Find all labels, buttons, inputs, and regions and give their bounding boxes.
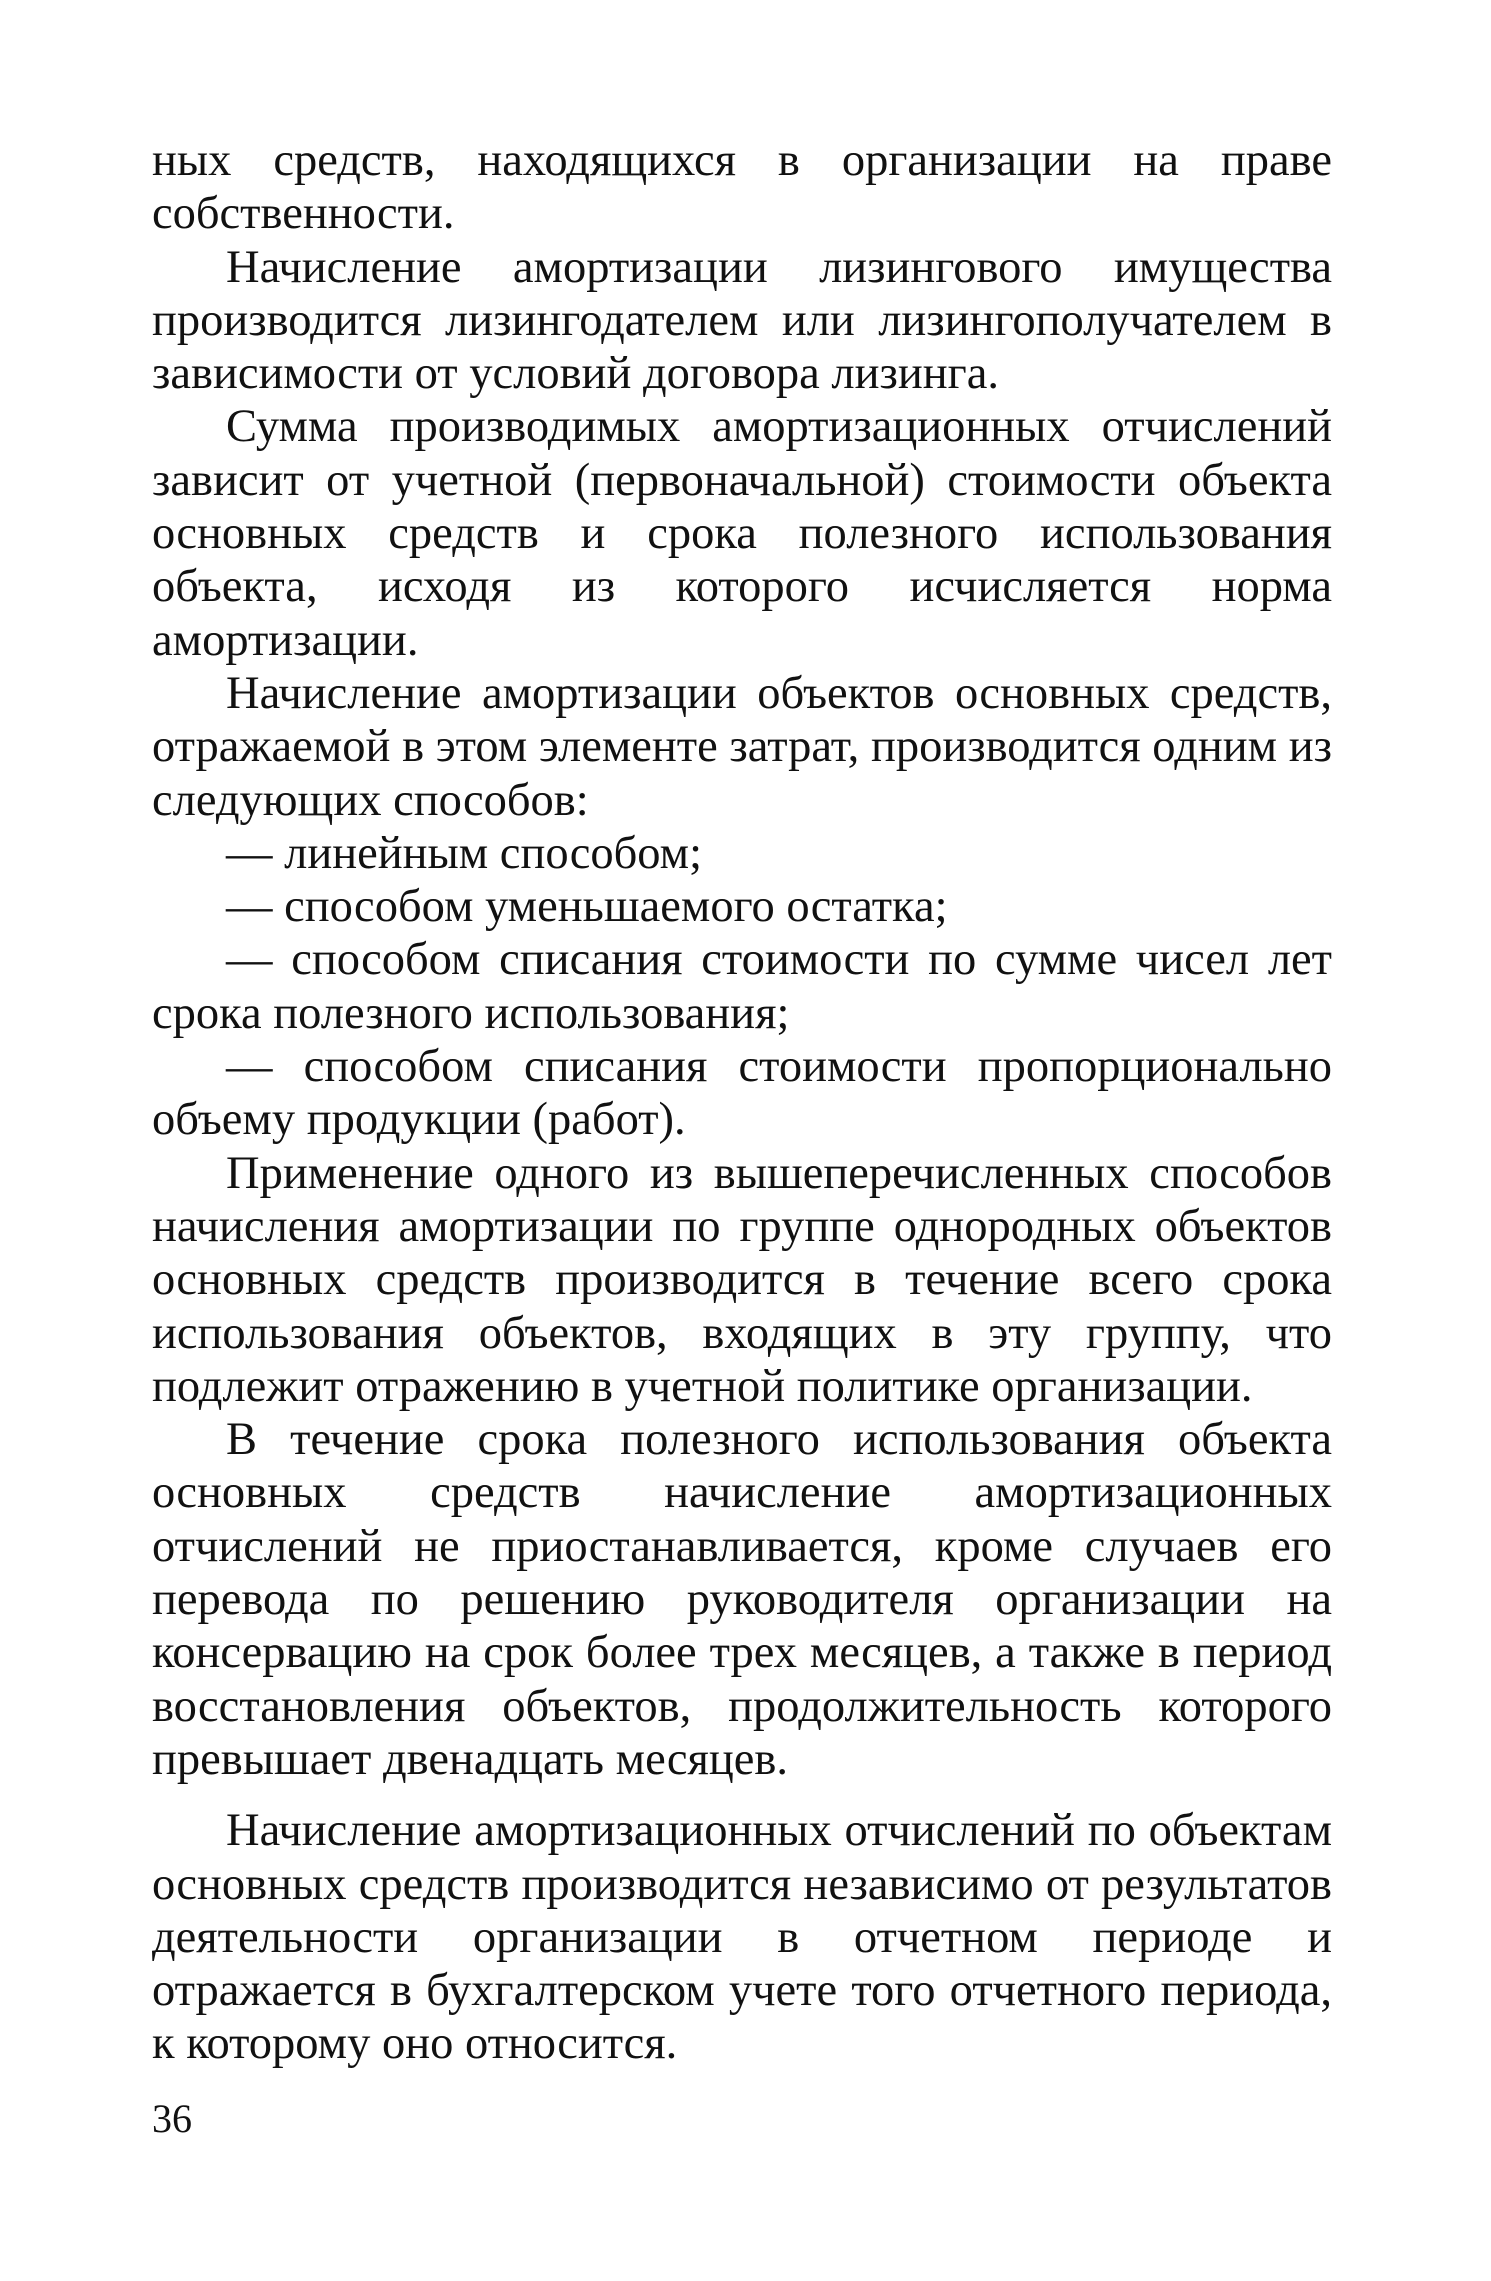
list-item-sum-of-years: — способом списания стоимости по сумме чисел лет срока полезного использования; bbox=[152, 934, 1332, 1039]
page-body bbox=[152, 134, 1332, 2071]
paragraph-continuation: ных средств, находящихся в организации на праве собственности. bbox=[152, 135, 1332, 240]
paragraph-depreciation-methods: Начисление амортизации объектов основных средств, отражаемой в этом элементе затрат, производится одним из следующих способов: bbox=[152, 667, 1332, 826]
paragraph-method-application: Применение одного из вышеперечисленных способов начисления амортизации по группе однородных объектов основных средств производится в течение всего срока использования объектов, входящих в эту группу, что подлежит отражению в учетной политике организации. bbox=[152, 1147, 1332, 1412]
paragraph-depreciation-amount: Сумма производимых амортизационных отчислений зависит от учетной (первоначальной) стоимости объекта основных средств и срока полезного использования объекта, исходя из которого исчисляется норма амортизации. bbox=[152, 401, 1332, 666]
page-number: 36 bbox=[152, 2096, 192, 2141]
list-item-units-of-production: — способом списания стоимости пропорционально объему продукции (работ). bbox=[152, 1041, 1332, 1146]
paragraph-independent-accrual: Начисление амортизационных отчислений по объектам основных средств производится независимо от результатов деятельности организации в отчетном периоде и отражается в бухгалтерском учете того отчетного периода, к которому оно относится. bbox=[152, 1805, 1332, 2070]
list-item-declining-balance: — способом уменьшаемого остатка; bbox=[226, 881, 948, 933]
paragraph-leasing-depreciation: Начисление амортизации лизингового имущества производится лизингодателем или лизингополучателем в зависимости от условий договора лизинга. bbox=[152, 241, 1332, 400]
paragraph-suspension: В течение срока полезного использования объекта основных средств начисление амортизационных отчислений не приостанавливается, кроме случаев его перевода по решению руководителя организации на консервацию на срок более трех месяцев, а также в период восстановления объектов, продолжительность которого превышает двенадцать месяцев. bbox=[152, 1414, 1332, 1785]
list-item-linear: — линейным способом; bbox=[226, 827, 702, 879]
